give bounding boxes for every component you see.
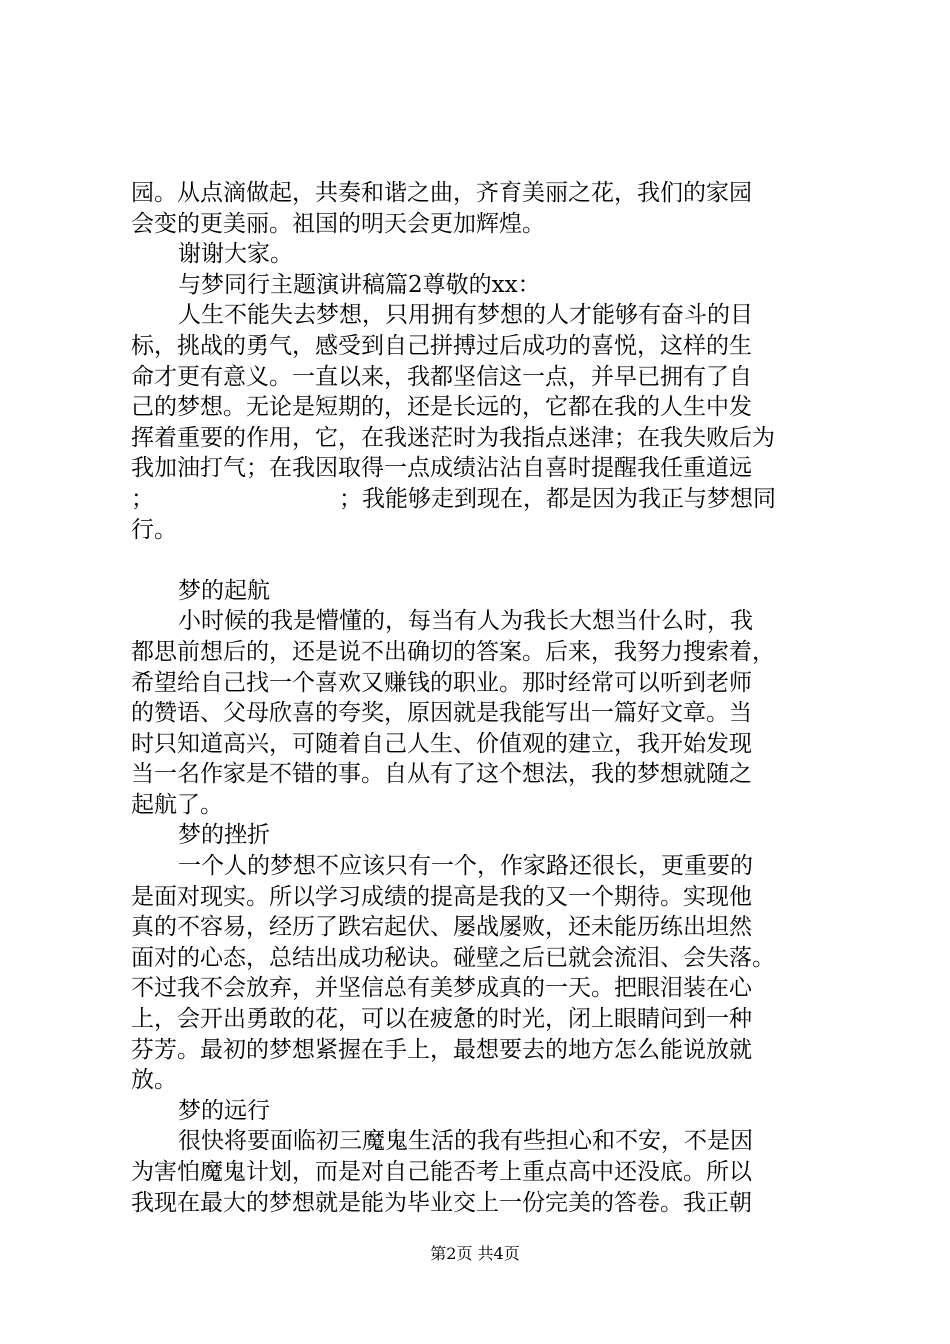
document-body (131, 178, 831, 1218)
text-line: 一个人的梦想不应该只有一个，作家路还很长，更重要的 (178, 853, 753, 880)
text-line: 真的不容易，经历了跌宕起伏、屡战屡败，还未能历练出坦然 (131, 914, 752, 941)
section-title: 与梦同行主题演讲稿篇2尊敬的xx： (178, 271, 541, 298)
text-line: 谢谢大家。 (178, 241, 293, 268)
text-line: 我现在最大的梦想就是能为毕业交上一份完美的答卷。我正朝 (131, 1189, 752, 1216)
text-line: 是面对现实。所以学习成绩的提高是我的又一个期待。实现他 (131, 883, 752, 910)
text-line: 挥着重要的作用，它，在我迷茫时为我指点迷津；在我失败后为 (131, 424, 775, 451)
text-line: 会变的更美丽。祖国的明天会更加辉煌。 (131, 210, 545, 237)
text-line: 小时候的我是懵懂的，每当有人为我长大想当什么时，我 (178, 608, 753, 635)
text-line: 园。从点滴做起，共奏和谐之曲，齐育美丽之花，我们的家园 (131, 180, 752, 206)
text-line: 面对的心态，总结出成功秘诀。碰壁之后已就会流泪、会失落。 (131, 944, 775, 971)
section-heading: 梦的挫折 (178, 822, 270, 849)
text-line: 起航了。 (131, 791, 223, 818)
text-line: 己的梦想。无论是短期的，还是长远的，它都在我的人生中发 (131, 394, 752, 421)
text-line: 时只知道高兴，可随着自己人生、价值观的建立，我开始发现 (131, 730, 752, 757)
text-line: 我加油打气；在我因取得一点成绩沾沾自喜时提醒我任重道远 (131, 455, 752, 482)
section-heading: 梦的起航 (178, 577, 270, 604)
text-line: 命才更有意义。一直以来，我都坚信这一点，并早已拥有了自 (131, 363, 752, 390)
text-line (131, 484, 831, 515)
blank-line (131, 545, 831, 576)
text-line: 行。 (131, 516, 177, 543)
text-line: 为害怕魔鬼计划，而是对自己能否考上重点高中还没底。所以 (131, 1159, 752, 1185)
text-line: 芬芳。最初的梦想紧握在手上，最想要去的地方怎么能说放就 (131, 1036, 752, 1063)
text-fragment: ； (131, 485, 154, 512)
text-line: 上，会开出勇敢的花，可以在疲惫的时光，闭上眼睛问到一种 (131, 1006, 752, 1033)
text-line: 当一名作家是不错的事。自从有了这个想法，我的梦想就随之 (131, 761, 752, 788)
text-line: 很快将要面临初三魔鬼生活的我有些担心和不安，不是因 (178, 1128, 753, 1155)
text-line: 放。 (131, 1067, 177, 1094)
page-footer (0, 1244, 950, 1264)
text-line: 希望给自己找一个喜欢又赚钱的职业。那时经常可以听到老师 (131, 669, 752, 696)
text-line: 都思前想后的，还是说不出确切的答案。后来，我努力搜索着， (131, 638, 775, 665)
text-fragment: ；我能够走到现在，都是因为我正与梦想同 (339, 485, 776, 512)
text-line: 的赞语、父母欣喜的夸奖，原因就是我能写出一篇好文章。当 (131, 700, 752, 727)
text-line: 标，挑战的勇气，感受到自己拼搏过后成功的喜悦，这样的生 (131, 332, 752, 359)
section-heading: 梦的远行 (178, 1097, 270, 1124)
text-line: 人生不能失去梦想，只用拥有梦想的人才能够有奋斗的目 (178, 302, 753, 329)
page-number: 第2页 共4页 (430, 1244, 520, 1263)
text-line: 不过我不会放弃，并坚信总有美梦成真的一天。把眼泪装在心 (131, 975, 752, 1002)
